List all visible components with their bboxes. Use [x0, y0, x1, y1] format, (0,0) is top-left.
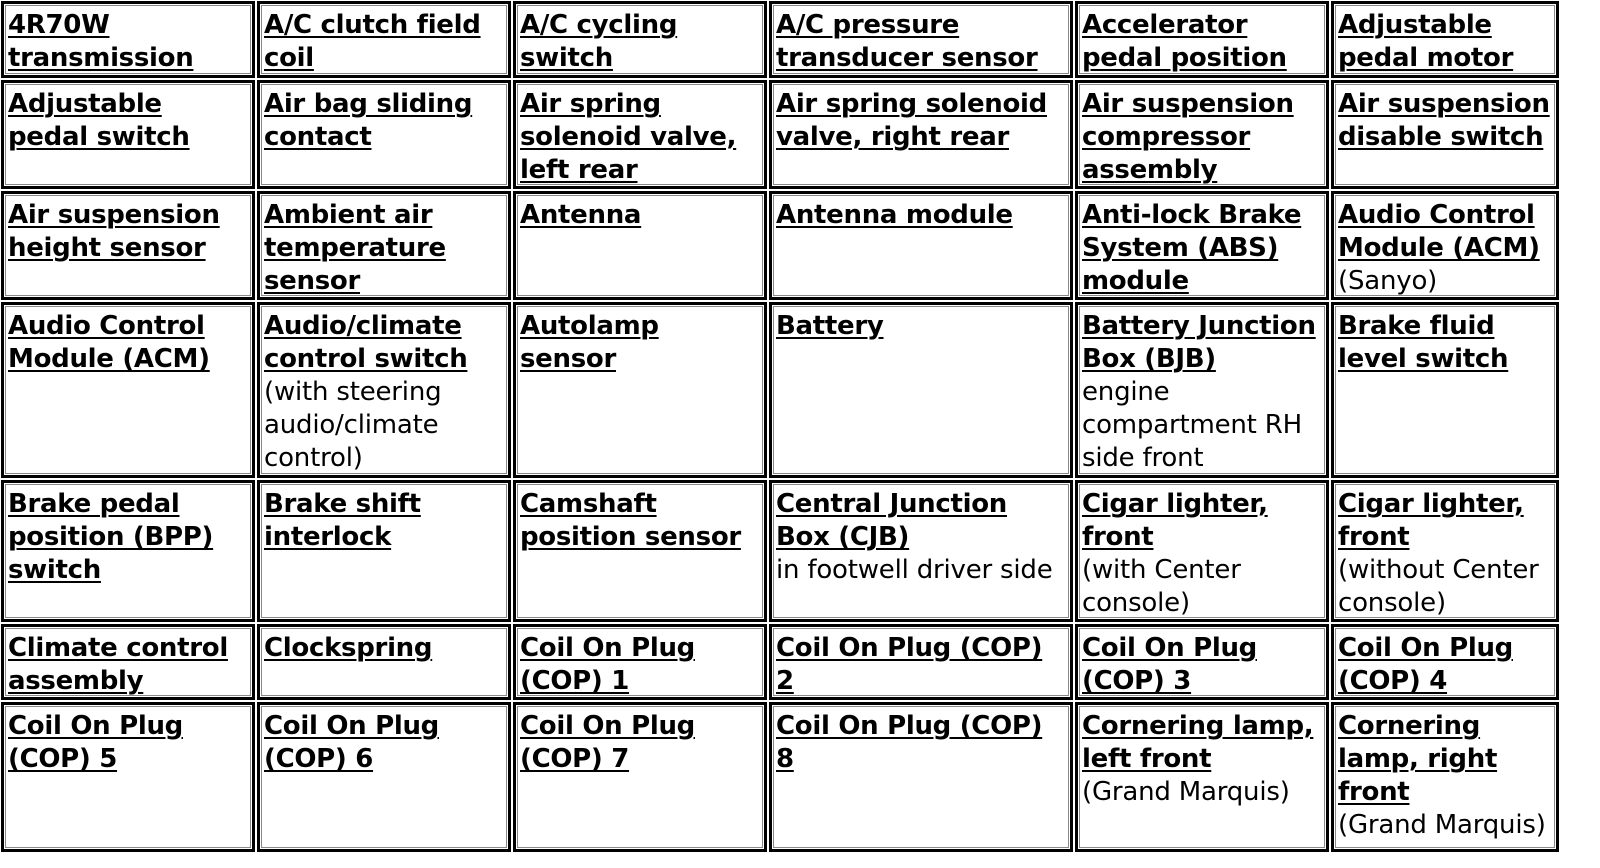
component-location-note: (with steering audio/climate control) [264, 377, 442, 473]
component-link[interactable]: Antenna [520, 200, 642, 230]
component-link[interactable]: Adjustable pedal switch [8, 89, 190, 152]
table-cell [1075, 191, 1329, 300]
table-cell [1, 302, 255, 478]
component-location-note: (Sanyo) [1338, 266, 1438, 296]
component-link[interactable]: Air suspension height sensor [8, 200, 220, 263]
component-link[interactable]: Coil On Plug (COP) 3 [1082, 633, 1257, 696]
component-link[interactable]: Brake fluid level switch [1338, 311, 1509, 374]
component-location-note: in footwell driver side [776, 555, 1053, 585]
table-cell [513, 191, 767, 300]
component-link[interactable]: Accelerator pedal position [1082, 10, 1287, 73]
table-cell [257, 191, 511, 300]
table-cell [769, 624, 1073, 700]
component-link[interactable]: Audio Control Module (ACM) [8, 311, 210, 374]
component-link[interactable]: A/C cycling switch [520, 10, 678, 73]
component-location-note: (without Center console) [1338, 555, 1539, 618]
table-cell [257, 480, 511, 622]
table-cell [1331, 624, 1559, 700]
table-cell [257, 702, 511, 852]
table-cell [1075, 624, 1329, 700]
component-link[interactable]: Air suspension disable switch [1338, 89, 1550, 152]
component-link[interactable]: Anti-lock Brake System (ABS) module [1082, 200, 1302, 296]
table-cell [1331, 302, 1559, 478]
table-cell [1331, 191, 1559, 300]
component-link[interactable]: Clockspring [264, 633, 433, 663]
table-cell [1075, 1, 1329, 78]
component-link[interactable]: Cornering lamp, right front [1338, 711, 1498, 807]
component-link[interactable]: Coil On Plug (COP) 2 [776, 633, 1043, 696]
component-link[interactable]: Adjustable pedal motor [1338, 10, 1514, 73]
table-cell [769, 80, 1073, 189]
table-cell [1331, 1, 1559, 78]
table-cell [1331, 80, 1559, 189]
component-link[interactable]: Camshaft position sensor [520, 489, 741, 552]
component-link[interactable]: Ambient air temperature sensor [264, 200, 446, 296]
component-link[interactable]: A/C pressure transducer sensor [776, 10, 1038, 73]
table-cell [1331, 702, 1559, 852]
component-link[interactable]: Antenna module [776, 200, 1013, 230]
component-link[interactable]: Battery [776, 311, 884, 341]
component-link[interactable]: Coil On Plug (COP) 5 [8, 711, 183, 774]
component-link[interactable]: Coil On Plug (COP) 1 [520, 633, 695, 696]
component-link[interactable]: Autolamp sensor [520, 311, 659, 374]
table-cell [513, 702, 767, 852]
table-cell [1331, 480, 1559, 622]
component-link[interactable]: Coil On Plug (COP) 4 [1338, 633, 1513, 696]
table-cell [769, 480, 1073, 622]
table-cell [769, 1, 1073, 78]
component-link[interactable]: Audio/climate control switch [264, 311, 468, 374]
component-link[interactable]: Cornering lamp, left front [1082, 711, 1314, 774]
table-cell [769, 702, 1073, 852]
component-location-note: (Grand Marquis) [1082, 777, 1290, 807]
component-link[interactable]: Battery Junction Box (BJB) [1082, 311, 1316, 374]
table-cell [257, 302, 511, 478]
table-cell [257, 624, 511, 700]
component-link[interactable]: Air suspension compressor assembly [1082, 89, 1294, 185]
component-link[interactable]: Brake shift interlock [264, 489, 421, 552]
component-link[interactable]: Central Junction Box (CJB) [776, 489, 1008, 552]
component-location-note: engine compartment RH side front [1082, 377, 1302, 473]
table-cell [513, 480, 767, 622]
table-cell [1075, 702, 1329, 852]
table-cell [513, 624, 767, 700]
table-cell [513, 1, 767, 78]
table-cell [1, 1, 255, 78]
table-cell [1, 480, 255, 622]
table-cell [1, 191, 255, 300]
component-link[interactable]: Cigar lighter, front [1082, 489, 1268, 552]
table-cell [1075, 480, 1329, 622]
component-link[interactable]: Air spring solenoid valve, right rear [776, 89, 1047, 152]
component-link[interactable]: Climate control assembly [8, 633, 228, 696]
table-cell [513, 302, 767, 478]
table-cell [1075, 302, 1329, 478]
component-location-note: (Grand Marquis) [1338, 810, 1546, 840]
table-cell [513, 80, 767, 189]
table-cell [769, 191, 1073, 300]
table-cell [257, 1, 511, 78]
component-link[interactable]: Audio Control Module (ACM) [1338, 200, 1540, 263]
table-cell [1, 624, 255, 700]
component-link[interactable]: A/C clutch field coil [264, 10, 481, 73]
table-cell [1075, 80, 1329, 189]
component-location-note: (with Center console) [1082, 555, 1241, 618]
component-link[interactable]: Coil On Plug (COP) 8 [776, 711, 1043, 774]
component-link[interactable]: Air bag sliding contact [264, 89, 473, 152]
component-link[interactable]: Coil On Plug (COP) 6 [264, 711, 439, 774]
component-link[interactable]: Cigar lighter, front [1338, 489, 1524, 552]
component-link[interactable]: 4R70W transmission [8, 10, 194, 73]
table-cell [769, 302, 1073, 478]
table-cell [1, 80, 255, 189]
table-cell [257, 80, 511, 189]
component-link[interactable]: Coil On Plug (COP) 7 [520, 711, 695, 774]
component-link[interactable]: Air spring solenoid valve, left rear [520, 89, 737, 185]
table-cell [1, 702, 255, 852]
component-link[interactable]: Brake pedal position (BPP) switch [8, 489, 214, 585]
